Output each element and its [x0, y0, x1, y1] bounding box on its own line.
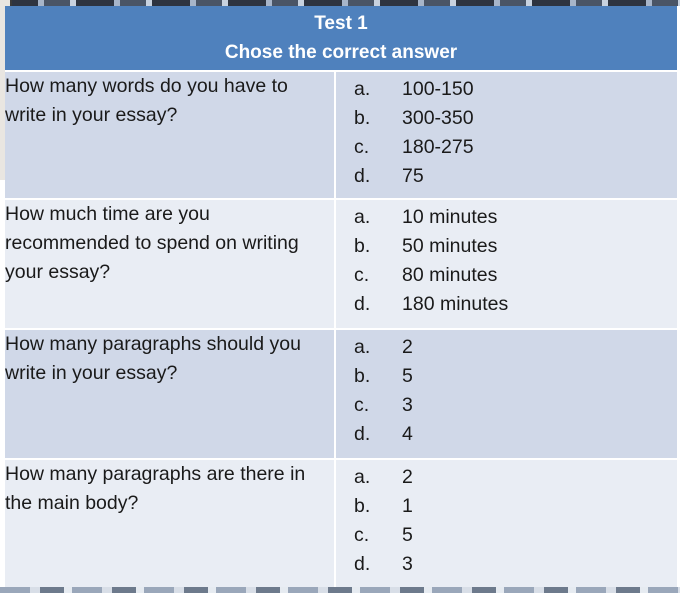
table-header-row	[5, 6, 677, 71]
option-text: 180-275	[402, 136, 474, 158]
option-text: 3	[402, 553, 413, 575]
option-letter: d.	[354, 553, 371, 575]
option-letter: d.	[354, 423, 371, 445]
option-text: 5	[402, 365, 413, 387]
option-a[interactable]	[336, 463, 677, 492]
option-text: 4	[402, 423, 413, 445]
option-letter: a.	[354, 206, 371, 228]
option-d[interactable]	[336, 290, 677, 319]
option-text: 1	[402, 495, 413, 517]
option-letter: b.	[354, 235, 371, 257]
option-a[interactable]	[336, 203, 677, 232]
option-text: 3	[402, 394, 413, 416]
quiz-table	[5, 6, 677, 589]
answer-options-cell	[335, 329, 677, 459]
option-letter: a.	[354, 466, 371, 488]
option-letter: b.	[354, 495, 371, 517]
option-b[interactable]	[336, 232, 677, 261]
option-text: 75	[402, 165, 424, 187]
option-letter: b.	[354, 107, 371, 129]
option-text: 50 minutes	[402, 235, 498, 257]
answer-options-cell	[335, 199, 677, 329]
option-c[interactable]	[336, 391, 677, 420]
option-text: 2	[402, 466, 413, 488]
question-text: How many paragraphs should you write in your essay?	[5, 329, 335, 459]
question-text: How many words do you have to write in your essay?	[5, 71, 335, 199]
answer-options-cell	[335, 459, 677, 589]
question-row-1	[5, 71, 677, 199]
question-text: How many paragraphs are there in the main body?	[5, 459, 335, 589]
option-text: 80 minutes	[402, 264, 498, 286]
test-instructions: Chose the correct answer	[224, 42, 458, 63]
option-c[interactable]	[336, 261, 677, 290]
option-text: 2	[402, 336, 413, 358]
answer-options	[336, 460, 677, 579]
question-row-4	[5, 459, 677, 589]
question-row-3	[5, 329, 677, 459]
option-text: 10 minutes	[402, 206, 498, 228]
option-d[interactable]	[336, 550, 677, 579]
option-text: 5	[402, 524, 413, 546]
answer-options	[336, 72, 677, 191]
option-c[interactable]	[336, 133, 677, 162]
background-strip-bottom	[0, 587, 680, 593]
option-letter: d.	[354, 165, 371, 187]
option-text: 100-150	[402, 78, 474, 100]
option-b[interactable]	[336, 104, 677, 133]
question-text: How much time are you recommended to spend on writing your essay?	[5, 199, 335, 329]
option-letter: a.	[354, 336, 371, 358]
option-letter: c.	[354, 524, 370, 546]
option-letter: a.	[354, 78, 371, 100]
option-letter: c.	[354, 136, 370, 158]
option-d[interactable]	[336, 162, 677, 191]
option-letter: c.	[354, 264, 370, 286]
option-c[interactable]	[336, 521, 677, 550]
option-d[interactable]	[336, 420, 677, 449]
option-text: 180 minutes	[402, 293, 509, 315]
table-header	[5, 6, 677, 71]
answer-options	[336, 330, 677, 449]
option-b[interactable]	[336, 492, 677, 521]
answer-options	[336, 200, 677, 319]
option-a[interactable]	[336, 333, 677, 362]
option-letter: d.	[354, 293, 371, 315]
option-b[interactable]	[336, 362, 677, 391]
test-title: Test 1	[314, 13, 368, 34]
option-letter: c.	[354, 394, 370, 416]
option-letter: b.	[354, 365, 371, 387]
answer-options-cell	[335, 71, 677, 199]
option-text: 300-350	[402, 107, 474, 129]
question-row-2	[5, 199, 677, 329]
option-a[interactable]	[336, 75, 677, 104]
